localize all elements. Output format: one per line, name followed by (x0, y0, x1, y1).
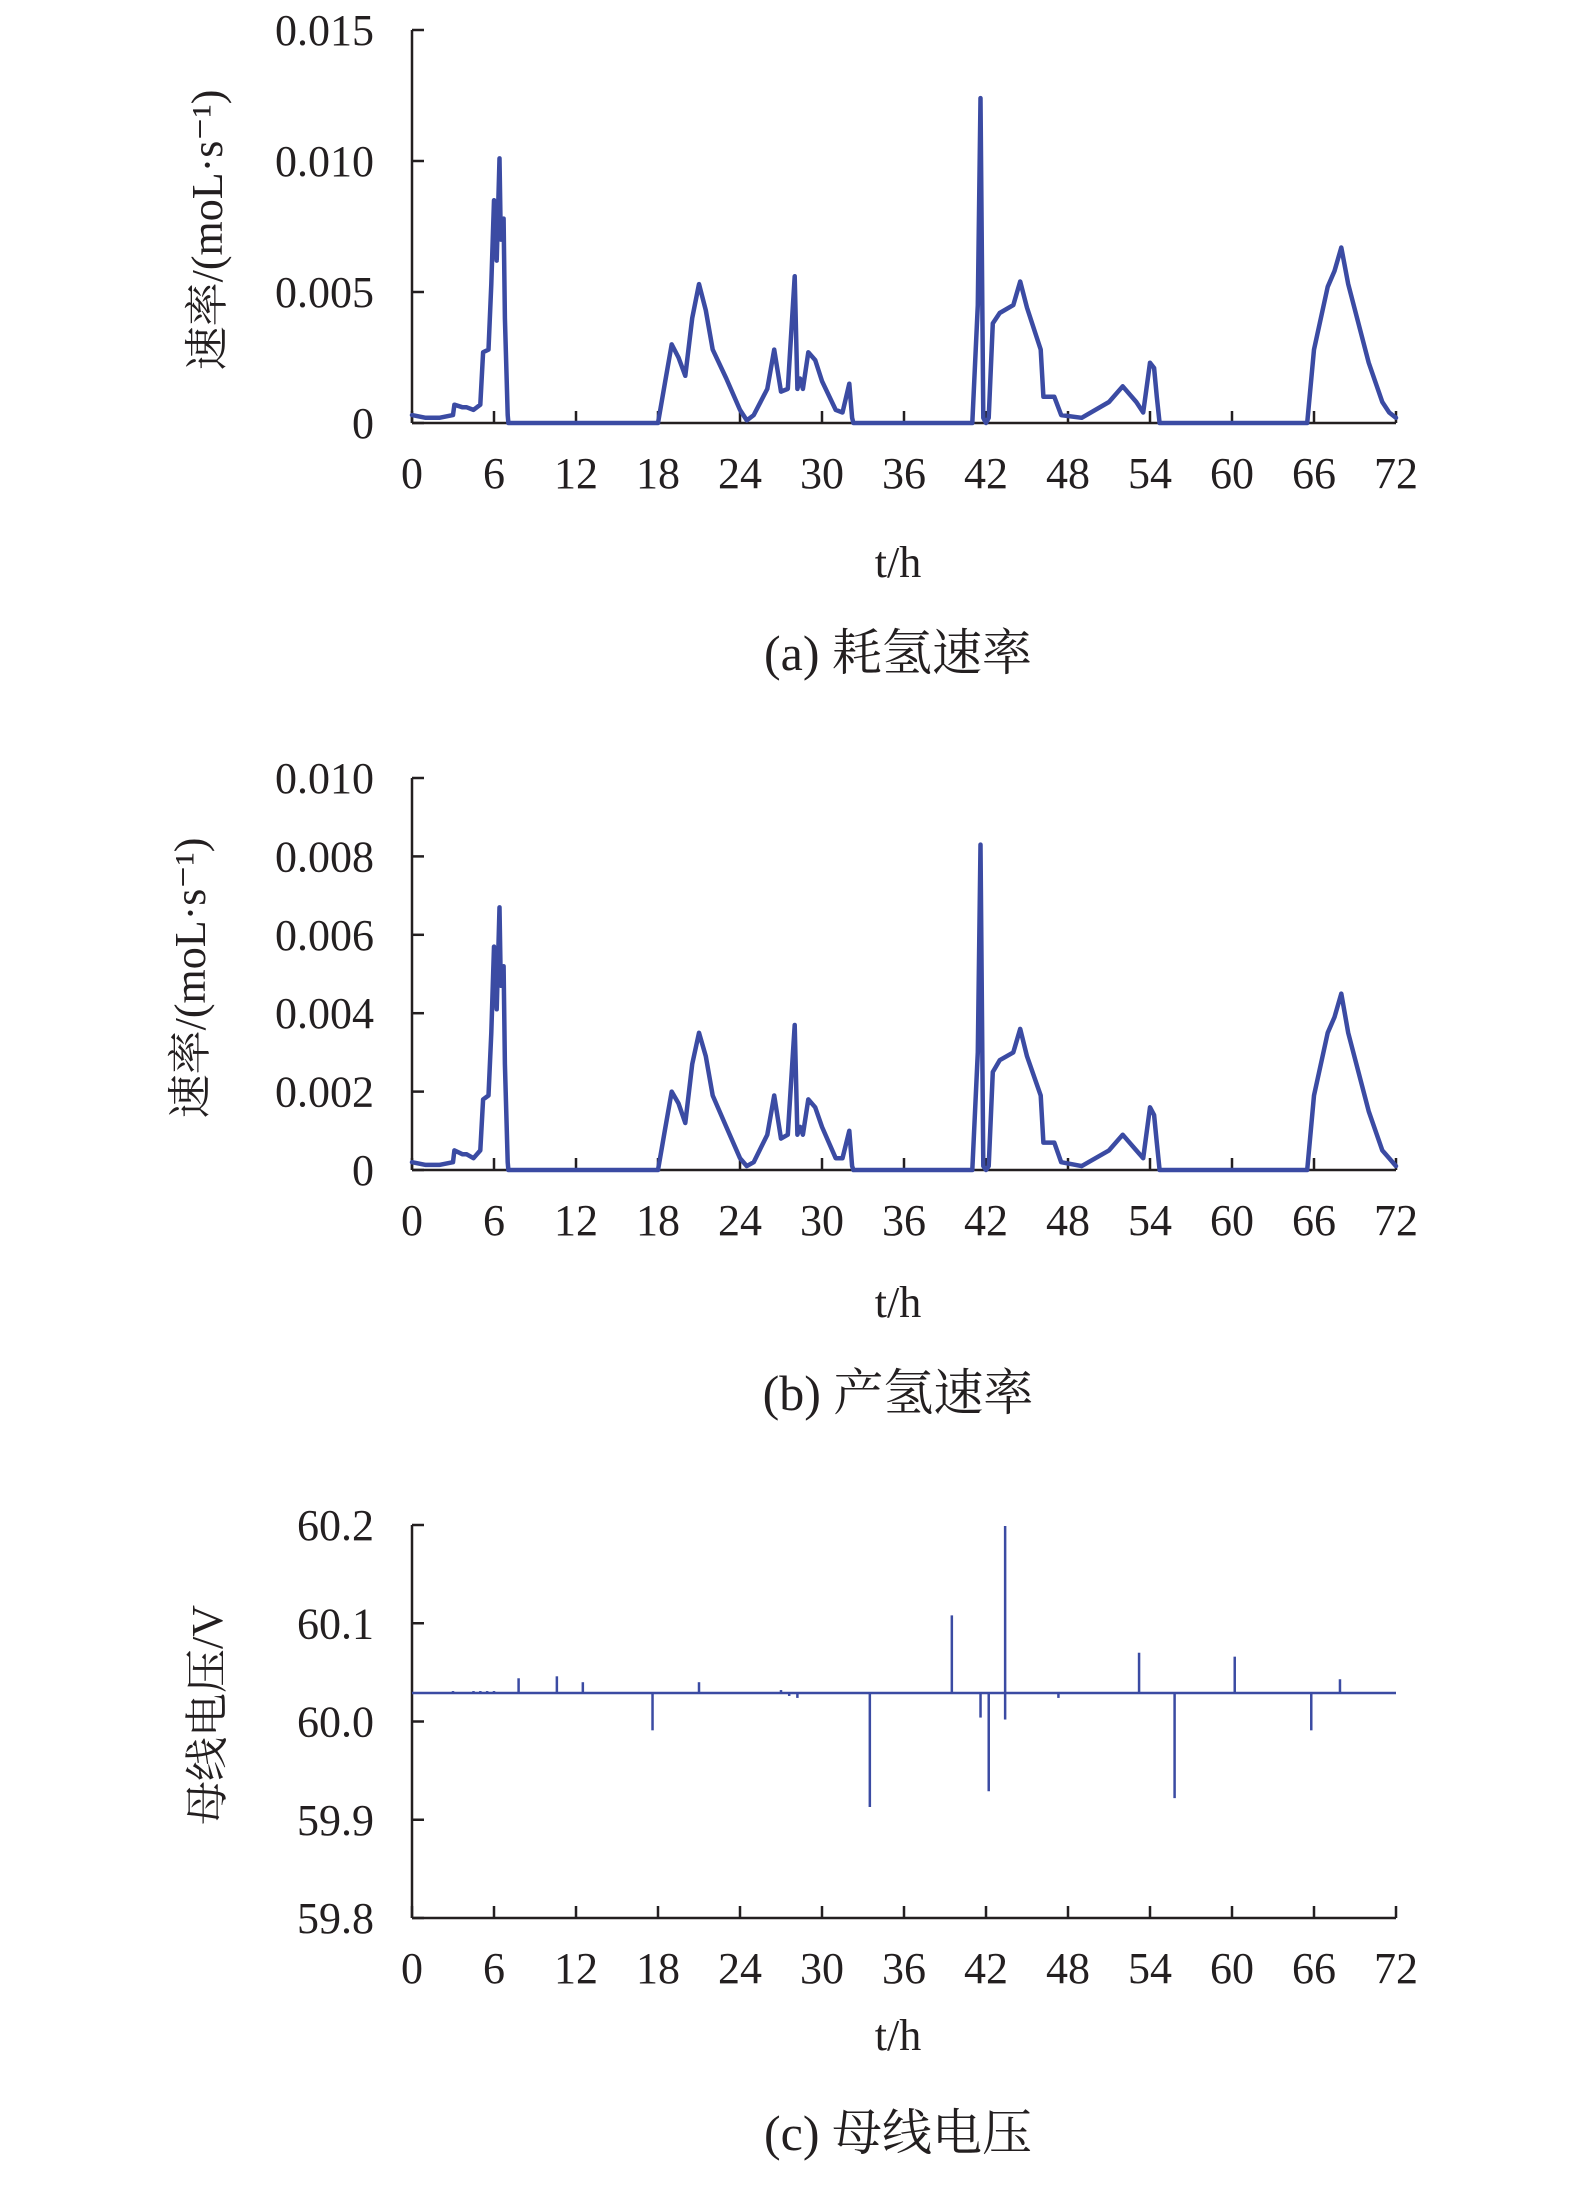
panel-a-caption: (a) 耗氢速率 (764, 625, 1032, 681)
panel-b-x-tick-label: 42 (964, 1196, 1008, 1245)
panel-c-x-tick-label: 0 (401, 1944, 423, 1993)
panel-c-x-axis-title: t/h (874, 2011, 922, 2060)
panel-b-y-tick-label: 0 (352, 1146, 374, 1195)
panel-a-x-tick-label: 60 (1210, 449, 1254, 498)
panel-c-y-tick-label: 60.0 (297, 1697, 374, 1747)
panel-a-x-tick-label: 72 (1374, 449, 1418, 498)
panel-b (166, 754, 1418, 1421)
panel-b-caption: (b) 产氢速率 (762, 1365, 1034, 1421)
panel-b-y-axis-title: 速率/(moL·s⁻¹) (166, 837, 215, 1119)
panel-c (183, 1501, 1418, 2161)
panel-a-y-axis-title: 速率/(moL·s⁻¹) (183, 89, 232, 371)
panel-a-x-tick-label: 36 (882, 449, 926, 498)
panel-b-x-tick-label: 60 (1210, 1196, 1254, 1245)
panel-b-y-tick-label: 0.006 (275, 910, 374, 960)
panel-c-y-tick-label: 60.1 (297, 1599, 374, 1649)
panel-b-x-tick-label: 72 (1374, 1196, 1418, 1245)
panel-a-x-tick-label: 66 (1292, 449, 1336, 498)
panel-c-x-tick-label: 42 (964, 1944, 1008, 1993)
panel-c-x-tick-label: 48 (1046, 1944, 1090, 1993)
panel-a-x-tick-label: 42 (964, 449, 1008, 498)
panel-a-y-tick-label: 0.005 (275, 268, 374, 317)
panel-c-x-tick-label: 12 (554, 1944, 598, 1993)
panel-b-x-tick-label: 12 (554, 1196, 598, 1245)
panel-c-y-tick-label: 60.2 (297, 1501, 374, 1550)
panel-c-x-tick-label: 18 (636, 1944, 680, 1993)
panel-b-y-tick-label: 0.008 (275, 832, 374, 882)
panel-a-y-tick-label: 0.010 (275, 137, 374, 186)
panel-c-x-tick-label: 60 (1210, 1944, 1254, 1993)
panel-b-y-tick-label: 0.004 (275, 989, 374, 1039)
panel-b-x-tick-label: 30 (800, 1196, 844, 1245)
panel-a-x-tick-label: 24 (718, 449, 762, 498)
panel-a-y-tick-label: 0.015 (275, 6, 374, 55)
panel-c-x-tick-label: 72 (1374, 1944, 1418, 1993)
panel-a-x-axis-title: t/h (874, 538, 922, 587)
panel-c-x-tick-label: 6 (483, 1944, 505, 1993)
panel-b-x-tick-label: 36 (882, 1196, 926, 1245)
panel-c-x-tick-label: 24 (718, 1944, 762, 1993)
panel-a-y-tick-label: 0 (352, 399, 374, 448)
panel-c-plot (297, 1501, 1418, 1993)
panel-a (183, 6, 1418, 681)
panel-c-caption: (c) 母线电压 (764, 2105, 1032, 2161)
panel-b-x-axis-title: t/h (874, 1278, 922, 1327)
panel-b-x-tick-label: 48 (1046, 1196, 1090, 1245)
panel-c-x-tick-label: 66 (1292, 1944, 1336, 1993)
panel-b-x-tick-label: 18 (636, 1196, 680, 1245)
panel-b-series-line (412, 845, 1396, 1170)
panel-b-x-tick-label: 54 (1128, 1196, 1172, 1245)
panel-a-x-tick-label: 0 (401, 449, 423, 498)
panel-b-y-tick-label: 0.010 (275, 754, 374, 803)
panel-a-x-tick-label: 54 (1128, 449, 1172, 498)
panel-b-x-tick-label: 0 (401, 1196, 423, 1245)
panel-b-x-tick-label: 6 (483, 1196, 505, 1245)
panel-c-x-tick-label: 30 (800, 1944, 844, 1993)
panel-a-x-tick-label: 6 (483, 449, 505, 498)
panel-a-x-tick-label: 48 (1046, 449, 1090, 498)
panel-c-x-tick-label: 36 (882, 1944, 926, 1993)
panel-b-y-tick-label: 0.002 (275, 1067, 374, 1117)
panel-c-y-tick-label: 59.9 (297, 1795, 374, 1845)
panel-c-y-axis-title: 母线电压/V (183, 1605, 232, 1825)
panel-a-plot (275, 6, 1418, 498)
panel-a-x-tick-label: 12 (554, 449, 598, 498)
panel-b-x-tick-label: 24 (718, 1196, 762, 1245)
panel-a-x-tick-label: 18 (636, 449, 680, 498)
panel-b-x-tick-label: 66 (1292, 1196, 1336, 1245)
panel-b-plot (275, 754, 1418, 1245)
panel-c-x-tick-label: 54 (1128, 1944, 1172, 1993)
panel-c-y-tick-label: 59.8 (297, 1894, 374, 1943)
panel-a-series-line (412, 98, 1396, 423)
panel-a-x-tick-label: 30 (800, 449, 844, 498)
